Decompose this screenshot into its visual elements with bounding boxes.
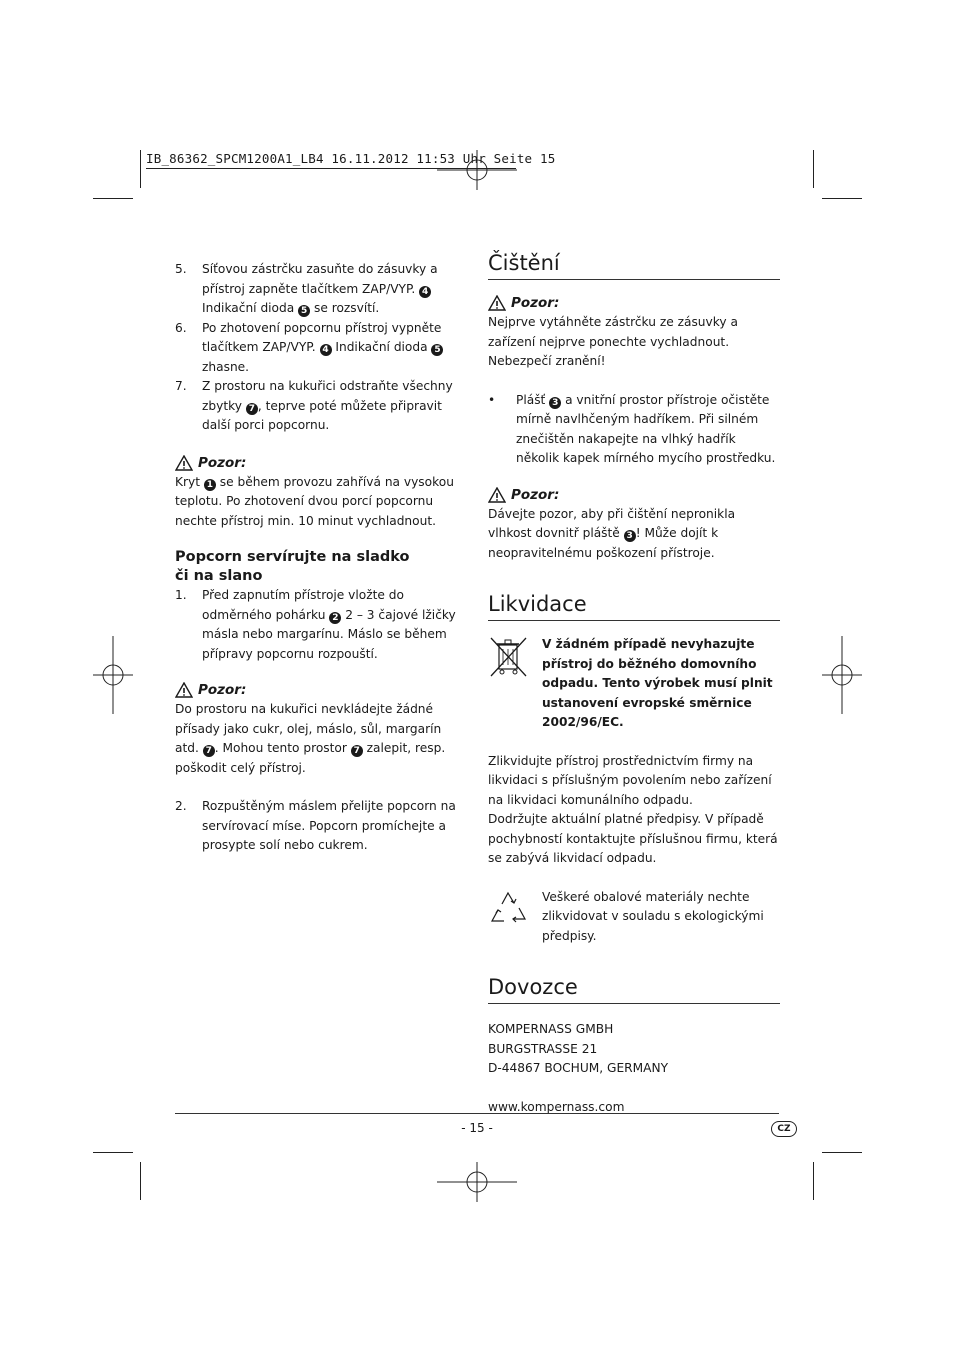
registration-mark-bottom [437, 1162, 517, 1202]
disposal-text: Dodržujte aktuální platné předpisy. V případě pochybností kontaktujte příslušnou firmu, která se zabývá likvidací odpadu. [488, 812, 778, 865]
recycle-icon [488, 888, 530, 928]
footer-divider [175, 1113, 779, 1114]
list-item: 2. Rozpuštěným máslem přelijte popcorn na servírovací míse. Popcorn promíchejte a prosypte solí nebo cukrem. [175, 799, 456, 852]
warning-triangle-icon [488, 487, 506, 503]
list-item: 5. Síťovou zástrčku zasuňte do zásuvky a přístroj zapněte tlačítkem ZAP/VYP. 4 Indikační dioda 5 se rozsvítí. [175, 262, 438, 316]
section-heading-cleaning: Čištění [488, 250, 780, 280]
crop-mark [813, 150, 814, 188]
disposal-text: Zlikvidujte přístroj prostřednictvím firmy na likvidaci s příslušným povolením nebo zařízení na likvidaci komunálního odpadu. [488, 753, 772, 807]
part-number-badge: 7 [351, 745, 363, 757]
website-link[interactable]: www.kompernass.com [488, 1099, 625, 1114]
part-number-badge: 4 [320, 344, 332, 356]
left-column [175, 260, 467, 856]
warning-text: Dávejte pozor, aby při čištění nepronikla vlhkost dovnitř pláště 3 ! Může dojít k neopravitelnému poškození přístroje. [488, 506, 736, 560]
warning-heading: Pozor: [488, 485, 780, 505]
part-number-badge: 3 [549, 397, 561, 409]
crossed-bin-icon [488, 635, 530, 679]
warning-heading: Pozor: [175, 680, 467, 700]
language-badge: CZ [771, 1121, 797, 1137]
warning-text: Do prostoru na kukuřici nevkládejte žádné přísady jako cukr, olej, máslo, sůl, margarín atd. 7 . Mohou tento prostor 7 zalepit, resp. poškodit celý přístroj. [175, 702, 446, 775]
registration-mark-top [437, 150, 517, 190]
part-number-badge: 2 [329, 612, 341, 624]
section-heading-importer: Dovozce [488, 974, 780, 1004]
disposal-notice: V žádném případě nevyhazujte přístroj do běžného domovního odpadu. Tento výrobek musí plnit ustanovení evropské směrnice 2002/96/EC. [488, 635, 780, 733]
part-number-badge: 1 [204, 479, 216, 491]
list-item: 1. Před zapnutím přístroje vložte do odměrného pohárku 2 2 – 3 čajové lžičky másla nebo margarínu. Máslo se během přípravy popcornu rozpouští. [175, 588, 456, 661]
crop-mark [822, 198, 862, 199]
crop-mark [93, 198, 133, 199]
recycling-notice: Veškeré obalové materiály nechte zlikvidovat v souladu s ekologickými předpisy. [488, 888, 780, 947]
part-number-badge: 3 [624, 530, 636, 542]
registration-mark-right [822, 636, 862, 714]
warning-triangle-icon [175, 455, 193, 471]
crop-mark [813, 1162, 814, 1200]
registration-mark-left [93, 636, 133, 714]
warning-text: Kryt 1 se během provozu zahřívá na vysokou teplotu. Po zhotovení dvou porcí popcornu nechte přístroj min. 10 minut vychladnout. [175, 474, 454, 528]
warning-heading: Pozor: [175, 453, 467, 473]
list-item: 7. Z prostoru na kukuřici odstraňte všechny zbytky 7 , teprve poté můžete připravit další porci popcornu. [175, 379, 453, 432]
right-column [488, 250, 780, 1117]
crop-mark [93, 1152, 133, 1153]
importer-address: KOMPERNASS GMBH BURGSTRASSE 21 D-44867 BOCHUM, GERMANY [488, 1022, 669, 1075]
crop-mark [140, 1162, 141, 1200]
warning-text: Nejprve vytáhněte zástrčku ze zásuvky a zařízení nejprve ponechte vychladnout. Nebezpečí zranění! [488, 315, 738, 368]
print-slug: IB_86362_SPCM1200A1_LB4 16.11.2012 11:53 Uhr Seite 15 [146, 151, 556, 166]
warning-heading: Pozor: [488, 293, 780, 313]
part-number-badge: 7 [246, 403, 258, 415]
steps-list [175, 260, 467, 436]
list-item: 6. Po zhotovení popcornu přístroj vypněte tlačítkem ZAP/VYP. 4 Indikační dioda 5 zhasne. [175, 319, 467, 378]
part-number-badge: 5 [298, 305, 310, 317]
section-subheading: Popcorn servírujte na sladko či na slano [175, 549, 410, 584]
section-heading-disposal: Likvidace [488, 591, 780, 621]
list-item: • Plášť 3 a vnitřní prostor přístroje očistěte mírně navlhčeným hadříkem. Při silném znečištěn nakapejte na vlhký hadřík několik kapek mírného mycího prostředku. [488, 392, 776, 465]
warning-triangle-icon [175, 682, 193, 698]
part-number-badge: 7 [203, 745, 215, 757]
warning-triangle-icon [488, 295, 506, 311]
part-number-badge: 5 [431, 344, 443, 356]
crop-mark [822, 1152, 862, 1153]
page-number: - 15 - [461, 1121, 493, 1135]
part-number-badge: 4 [419, 286, 431, 298]
crop-mark [140, 150, 141, 188]
